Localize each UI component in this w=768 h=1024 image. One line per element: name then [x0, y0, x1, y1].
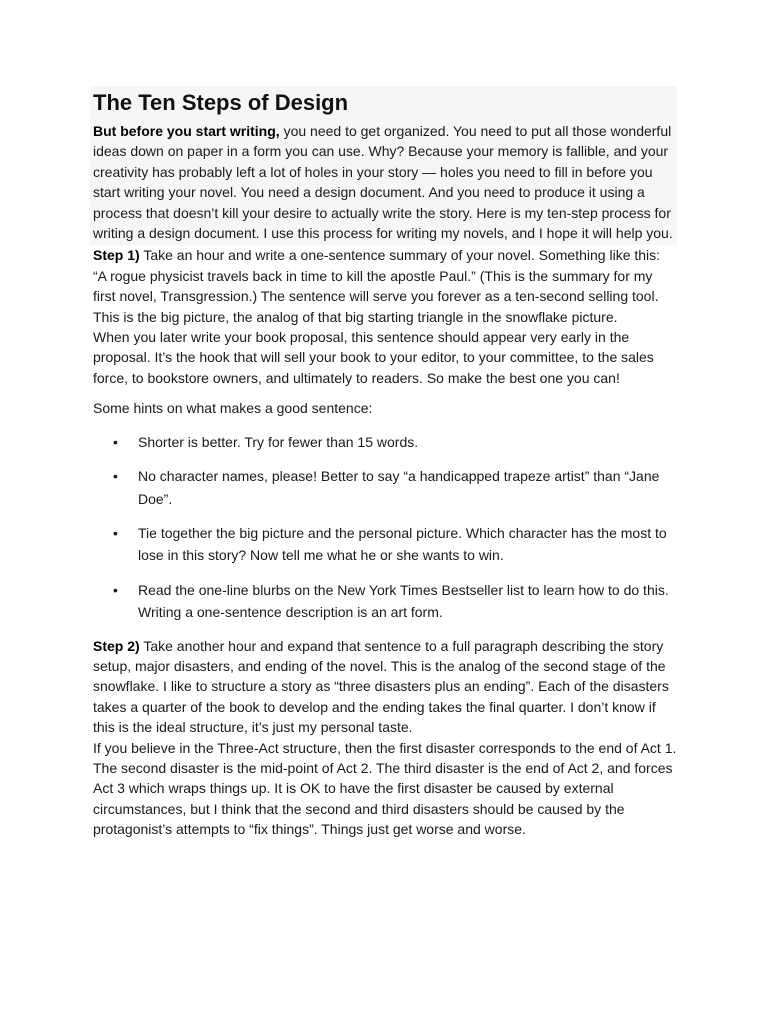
document-content [93, 86, 677, 840]
hint-text: Shorter is better. Try for fewer than 15 words. [138, 433, 419, 450]
step1-followup: When you later write your book proposal, this sentence should appear very early in the proposal. It’s the hook that will sell your book to your editor, to your committee, to the sales force, to bookstore owners, and ultimately to readers. So make the best one you can! [93, 329, 654, 386]
list-item [93, 522, 677, 567]
list-item [93, 579, 677, 624]
hint-text: Read the one-line blurbs on the New York Times Bestseller list to learn how to do this. Writing a one-sentence description is an art form. [138, 581, 669, 621]
bullet-icon: • [113, 581, 118, 598]
intro-section [90, 86, 677, 245]
step1-label: Step 1) [93, 247, 140, 264]
step1-text: Take an hour and write a one-sentence summary of your novel. Something like this: “A rogue physicist travels back in time to kill the apostle Paul.” (This is the summary for my first novel, Transgression.) The sentence will serve you forever as a ten-second selling tool. This is the big picture, the analog of that big starting triangle in the snowflake picture. [93, 247, 661, 325]
step2-paragraph [93, 636, 677, 738]
bullet-icon: • [113, 433, 118, 450]
step2-label: Step 2) [93, 637, 140, 654]
bullet-icon: • [113, 524, 118, 541]
list-item [93, 465, 677, 510]
step1-paragraph [93, 245, 677, 327]
hint-text: No character names, please! Better to say “a handicapped trapeze artist” than “Jane Doe”. [138, 468, 660, 507]
page-title: The Ten Steps of Design [93, 90, 349, 115]
hints-list [93, 431, 677, 624]
intro-text: you need to get organized. You need to put all those wonderful ideas down on paper in a form you can use. Why? Because your memory is fallible, and your creativity has probably left a lot of holes in your story — holes you need to fill in before you start writing your novel. You need a design document. And you need to produce it using a process that doesn’t kill your desire to actually write the story. Here is my ten-step process for writing a design document. I use this process for writing my novels, and I hope it will help you. [93, 123, 673, 242]
hints-intro: Some hints on what makes a good sentence: [93, 400, 373, 417]
list-item [93, 431, 677, 453]
hint-text: Tie together the big picture and the personal picture. Which character has the most to lose in this story? Now tell me what he or she wants to win. [138, 524, 667, 564]
intro-lead: But before you start writing, [93, 123, 280, 139]
intro-paragraph [93, 121, 674, 243]
step2-text: Take another hour and expand that sentence to a full paragraph describing the story setup, major disasters, and ending of the novel. This is the analog of the second stage of the snowflake. I like to structure a story as “three disasters plus an ending”. Each of the disasters takes a quarter of the book to develop and the ending takes the final quarter. I don’t know if this is the ideal structure, it’s just my personal taste. [93, 637, 669, 736]
step2-followup: If you believe in the Three-Act structure, then the first disaster corresponds to the end of Act 1. The second disaster is the mid-point of Act 2. The third disaster is the end of Act 2, and forces Act 3 which wraps things up. It is OK to have the first disaster be caused by external circumstances, but I think that the second and third disasters should be caused by the protagonist’s attempts to “fix things”. Things just get worse and worse. [93, 739, 677, 838]
bullet-icon: • [113, 468, 118, 485]
